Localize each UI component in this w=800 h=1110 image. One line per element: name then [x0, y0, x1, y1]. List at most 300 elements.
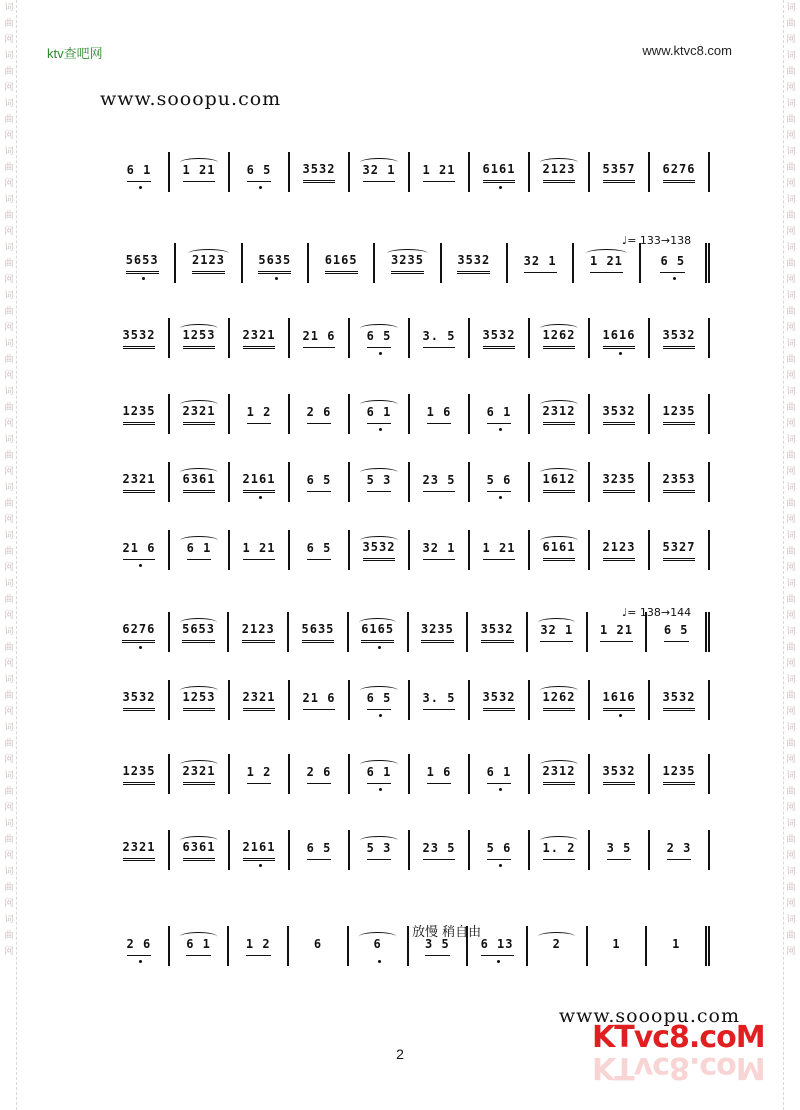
note-group: 1235: [663, 764, 696, 785]
note-group: 2321: [243, 690, 276, 711]
measure-row: [110, 462, 710, 502]
note-group: 3532: [123, 328, 156, 349]
slur-mark: [540, 324, 577, 333]
note-group: 1 21: [423, 163, 456, 182]
measure: [350, 830, 410, 870]
measure: [410, 754, 470, 794]
measure: [508, 243, 574, 283]
measure: [647, 926, 710, 966]
measure: [170, 394, 230, 434]
measure: [410, 152, 470, 192]
measure: [588, 926, 648, 966]
measure: [650, 318, 710, 358]
note-group: 6 13: [481, 937, 514, 956]
measure: [470, 830, 530, 870]
measure-row: [110, 754, 710, 794]
note-group: 3532: [123, 690, 156, 711]
measure: [410, 530, 470, 570]
site-watermark-bottom: www.sooopu.com: [558, 1005, 740, 1027]
tempo-mark-2: ♩= 138→144: [622, 606, 692, 619]
score-line-6: [110, 530, 710, 578]
note-group: 6: [313, 937, 323, 951]
note-group: 1 21: [243, 541, 276, 560]
measure: [530, 680, 590, 720]
note-group: 1: [612, 937, 621, 951]
measure: [350, 530, 410, 570]
measure: [590, 530, 650, 570]
measure: [528, 926, 588, 966]
note-group: 1: [672, 937, 681, 951]
note-group: 5 3: [367, 473, 392, 492]
octave-dot: [275, 277, 278, 280]
octave-dot: [259, 186, 262, 189]
score-line-7: [110, 612, 710, 660]
note-group: 5653: [126, 253, 159, 274]
measure: [349, 612, 409, 652]
note-group: 6: [373, 937, 382, 951]
note-group: 6 1: [186, 937, 211, 956]
slur-mark: [360, 686, 397, 695]
score-line-11: [110, 926, 710, 974]
note-group: 5635: [258, 253, 291, 274]
slur-mark: [180, 836, 217, 845]
measure: [470, 394, 530, 434]
note-group: 1235: [123, 764, 156, 785]
measure: [350, 152, 410, 192]
measure: [290, 680, 350, 720]
measure: [243, 243, 309, 283]
measure: [468, 612, 528, 652]
note-group: 3. 5: [423, 329, 456, 348]
slur-mark: [188, 249, 229, 258]
note-group: 3532: [603, 764, 636, 785]
measure-row: [110, 243, 710, 283]
octave-dot: [139, 960, 142, 963]
octave-dot: [378, 960, 381, 963]
measure-row: [110, 926, 710, 966]
note-group: 1. 2: [543, 841, 576, 860]
measure: [350, 462, 410, 502]
slur-mark: [359, 932, 396, 941]
measure-row: [110, 612, 710, 652]
left-watermark-strip: 词曲网词曲网词曲网词曲网词曲网词曲网词曲网词曲网词曲网词曲网词曲网词曲网词曲网词曲网词曲网词曲网词曲网词曲网词曲网词曲网: [2, 0, 17, 1110]
slur-mark: [540, 836, 577, 845]
note-group: 1616: [603, 690, 636, 711]
slur-mark: [540, 468, 577, 477]
measure: [290, 530, 350, 570]
measure: [442, 243, 508, 283]
measure: [290, 318, 350, 358]
measure-row: [110, 152, 710, 192]
note-group: 1 21: [590, 254, 623, 273]
slur-mark: [538, 618, 575, 627]
measure: [590, 462, 650, 502]
measure: [530, 152, 590, 192]
measure: [289, 612, 349, 652]
note-group: 1 2: [247, 765, 272, 784]
note-group: 2123: [242, 622, 275, 643]
measure: [230, 462, 290, 502]
measure: [110, 462, 170, 502]
note-group: 2 6: [307, 405, 332, 424]
site-watermark-top: www.sooopu.com: [100, 88, 282, 110]
octave-dot: [259, 864, 262, 867]
slur-mark: [540, 400, 577, 409]
note-group: 2312: [543, 764, 576, 785]
note-group: 3532: [483, 328, 516, 349]
measure: [650, 754, 710, 794]
note-group: 6 5: [247, 163, 272, 182]
note-group: 6361: [183, 840, 216, 861]
note-group: 23 5: [423, 473, 456, 492]
score-line-10: [110, 830, 710, 878]
note-group: 1235: [663, 404, 696, 425]
measure: [470, 318, 530, 358]
note-group: 5327: [663, 540, 696, 561]
measure: [528, 612, 588, 652]
measure: [590, 754, 650, 794]
note-group: 5 6: [487, 473, 512, 492]
measure: [590, 152, 650, 192]
note-group: 1612: [543, 472, 576, 493]
measure: [650, 152, 710, 192]
measure: [170, 530, 230, 570]
octave-dot: [497, 960, 500, 963]
octave-dot: [619, 714, 622, 717]
measure: [650, 530, 710, 570]
note-group: 1 6: [427, 405, 452, 424]
note-group: 2123: [543, 162, 576, 183]
measure: [349, 926, 409, 966]
slur-mark: [540, 686, 577, 695]
measure: [290, 830, 350, 870]
measure: [230, 680, 290, 720]
octave-dot: [139, 646, 142, 649]
measure: [375, 243, 441, 283]
measure: [230, 394, 290, 434]
slur-mark: [180, 618, 217, 627]
measure: [170, 612, 230, 652]
measure: [650, 394, 710, 434]
logo-reflection: KTvc8.coM: [592, 1050, 765, 1085]
measure-row: [110, 530, 710, 570]
note-group: 1 2: [247, 405, 272, 424]
measure: [470, 462, 530, 502]
measure: [170, 462, 230, 502]
note-group: 6165: [361, 622, 394, 643]
note-group: 1 6: [427, 765, 452, 784]
measure-row: [110, 394, 710, 434]
header-site-name[interactable]: ktv查吧网: [47, 46, 103, 61]
note-group: 6 5: [307, 473, 332, 492]
slur-mark: [359, 618, 396, 627]
note-group: 32 1: [540, 623, 573, 642]
measure: [110, 243, 176, 283]
measure: [170, 830, 230, 870]
score-line-1: [110, 152, 710, 200]
score-line-3: [110, 318, 710, 366]
slur-mark: [180, 324, 217, 333]
measure: [350, 680, 410, 720]
slur-mark: [180, 468, 217, 477]
note-group: 1262: [543, 328, 576, 349]
measure: [409, 612, 469, 652]
performance-annotation: 放慢 稍自由: [412, 925, 482, 940]
note-group: 6276: [663, 162, 696, 183]
note-group: 2353: [663, 472, 696, 493]
measure: [590, 680, 650, 720]
note-group: 5635: [302, 622, 335, 643]
note-group: 32 1: [363, 163, 396, 182]
note-group: 2161: [243, 840, 276, 861]
note-group: 2312: [543, 404, 576, 425]
measure: [590, 394, 650, 434]
measure: [110, 754, 170, 794]
measure: [574, 243, 640, 283]
measure: [110, 318, 170, 358]
note-group: 3 5: [607, 841, 632, 860]
measure: [470, 152, 530, 192]
note-group: 5 3: [367, 841, 392, 860]
octave-dot: [378, 646, 381, 649]
measure: [230, 830, 290, 870]
measure: [350, 318, 410, 358]
measure: [410, 830, 470, 870]
score-line-4: [110, 394, 710, 442]
score-line-2: [110, 243, 710, 291]
note-group: 3532: [603, 404, 636, 425]
measure: [350, 754, 410, 794]
note-group: 6 1: [127, 163, 152, 182]
measure: [230, 318, 290, 358]
measure: [170, 152, 230, 192]
measure: [410, 680, 470, 720]
note-group: 3235: [603, 472, 636, 493]
note-group: 6165: [325, 253, 358, 274]
measure: [350, 394, 410, 434]
measure: [229, 926, 289, 966]
slur-mark: [180, 932, 217, 941]
note-group: 2321: [123, 840, 156, 861]
measure: [530, 754, 590, 794]
measure: [170, 926, 230, 966]
measure: [650, 680, 710, 720]
slur-mark: [360, 324, 397, 333]
note-group: 5 6: [487, 841, 512, 860]
octave-dot: [379, 714, 382, 717]
measure: [530, 318, 590, 358]
measure: [230, 152, 290, 192]
note-group: 6 1: [187, 541, 212, 560]
note-group: 1262: [543, 690, 576, 711]
note-group: 23 5: [423, 841, 456, 860]
slur-mark: [360, 836, 397, 845]
measure: [230, 530, 290, 570]
measure: [470, 680, 530, 720]
note-group: 21 6: [303, 691, 336, 710]
score-line-5: [110, 462, 710, 510]
octave-dot: [499, 864, 502, 867]
note-group: 2123: [192, 253, 225, 274]
note-group: 2321: [123, 472, 156, 493]
measure: [110, 530, 170, 570]
measure: [650, 462, 710, 502]
measure: [230, 754, 290, 794]
octave-dot: [379, 428, 382, 431]
measure: [530, 530, 590, 570]
note-group: 6 1: [487, 765, 512, 784]
note-group: 21 6: [123, 541, 156, 560]
note-group: 6 5: [367, 329, 392, 348]
measure: [530, 830, 590, 870]
note-group: 6 1: [487, 405, 512, 424]
octave-dot: [673, 277, 676, 280]
note-group: 2: [552, 937, 561, 951]
measure: [290, 394, 350, 434]
measure: [470, 754, 530, 794]
measure: [290, 754, 350, 794]
measure-row: [110, 680, 710, 720]
measure: [590, 318, 650, 358]
note-group: 5653: [182, 622, 215, 643]
octave-dot: [499, 496, 502, 499]
note-group: 1253: [183, 328, 216, 349]
slur-mark: [540, 158, 577, 167]
measure: [641, 243, 710, 283]
measure: [110, 926, 170, 966]
note-group: 6161: [483, 162, 516, 183]
note-group: 1 21: [183, 163, 216, 182]
octave-dot: [499, 428, 502, 431]
octave-dot: [139, 564, 142, 567]
note-group: 3532: [457, 253, 490, 274]
header-site-url[interactable]: www.ktvc8.com: [642, 43, 732, 58]
slur-mark: [540, 536, 577, 545]
slur-mark: [360, 760, 397, 769]
slur-mark: [387, 249, 428, 258]
note-group: 6 5: [660, 254, 685, 273]
note-group: 3532: [481, 622, 514, 643]
note-group: 6 5: [367, 691, 392, 710]
measure: [170, 680, 230, 720]
note-group: 6276: [122, 622, 155, 643]
slur-mark: [360, 468, 397, 477]
note-group: 32 1: [524, 254, 557, 273]
slur-mark: [360, 158, 397, 167]
slur-mark: [180, 686, 217, 695]
measure: [290, 152, 350, 192]
note-group: 3532: [663, 690, 696, 711]
octave-dot: [259, 496, 262, 499]
measure: [650, 830, 710, 870]
measure-row: [110, 830, 710, 870]
note-group: 5357: [603, 162, 636, 183]
note-group: 21 6: [303, 329, 336, 348]
slur-mark: [180, 536, 217, 545]
measure: [229, 612, 289, 652]
note-group: 2161: [243, 472, 276, 493]
note-group: 1253: [183, 690, 216, 711]
note-group: 3235: [391, 253, 424, 274]
octave-dot: [619, 352, 622, 355]
slur-mark: [180, 158, 217, 167]
note-group: 1 21: [600, 623, 633, 642]
measure: [590, 830, 650, 870]
note-group: 6 1: [367, 405, 392, 424]
measure: [289, 926, 349, 966]
note-group: 6361: [183, 472, 216, 493]
note-group: 2 6: [307, 765, 332, 784]
note-group: 3235: [421, 622, 454, 643]
measure: [530, 394, 590, 434]
octave-dot: [142, 277, 145, 280]
note-group: 2321: [183, 404, 216, 425]
slur-mark: [180, 760, 217, 769]
note-group: 2321: [243, 328, 276, 349]
slur-mark: [538, 932, 575, 941]
measure: [309, 243, 375, 283]
score-line-9: [110, 754, 710, 802]
measure: [110, 152, 170, 192]
right-watermark-strip: 词曲网词曲网词曲网词曲网词曲网词曲网词曲网词曲网词曲网词曲网词曲网词曲网词曲网词曲网词曲网词曲网词曲网词曲网词曲网词曲网: [783, 0, 798, 1110]
measure: [110, 680, 170, 720]
note-group: 1235: [123, 404, 156, 425]
note-group: 6 5: [307, 841, 332, 860]
note-group: 6 5: [664, 623, 689, 642]
measure: [110, 612, 170, 652]
note-group: 1 2: [246, 937, 271, 956]
measure: [410, 394, 470, 434]
measure-row: [110, 318, 710, 358]
measure: [110, 830, 170, 870]
score-line-8: [110, 680, 710, 728]
octave-dot: [139, 186, 142, 189]
note-group: 3532: [663, 328, 696, 349]
tempo-mark-1: ♩= 133→138: [622, 234, 692, 247]
measure: [290, 462, 350, 502]
measure: [170, 318, 230, 358]
measure: [170, 754, 230, 794]
slur-mark: [586, 249, 627, 258]
octave-dot: [499, 186, 502, 189]
note-group: 6161: [543, 540, 576, 561]
note-group: 2 3: [667, 841, 692, 860]
note-group: 1616: [603, 328, 636, 349]
slur-mark: [180, 400, 217, 409]
note-group: 2 6: [127, 937, 152, 956]
measure: [110, 394, 170, 434]
logo-text: KTvc8.coM: [592, 1020, 765, 1055]
slur-mark: [360, 536, 397, 545]
note-group: 3 5: [425, 937, 450, 956]
measure: [530, 462, 590, 502]
page-number: 2: [396, 1046, 404, 1062]
note-group: 32 1: [423, 541, 456, 560]
octave-dot: [499, 788, 502, 791]
octave-dot: [379, 788, 382, 791]
note-group: 3532: [303, 162, 336, 183]
slur-mark: [360, 400, 397, 409]
measure: [176, 243, 242, 283]
octave-dot: [379, 352, 382, 355]
note-group: 3532: [483, 690, 516, 711]
note-group: 2321: [183, 764, 216, 785]
slur-mark: [540, 760, 577, 769]
measure: [410, 318, 470, 358]
note-group: 2123: [603, 540, 636, 561]
measure: [470, 530, 530, 570]
note-group: 3532: [363, 540, 396, 561]
